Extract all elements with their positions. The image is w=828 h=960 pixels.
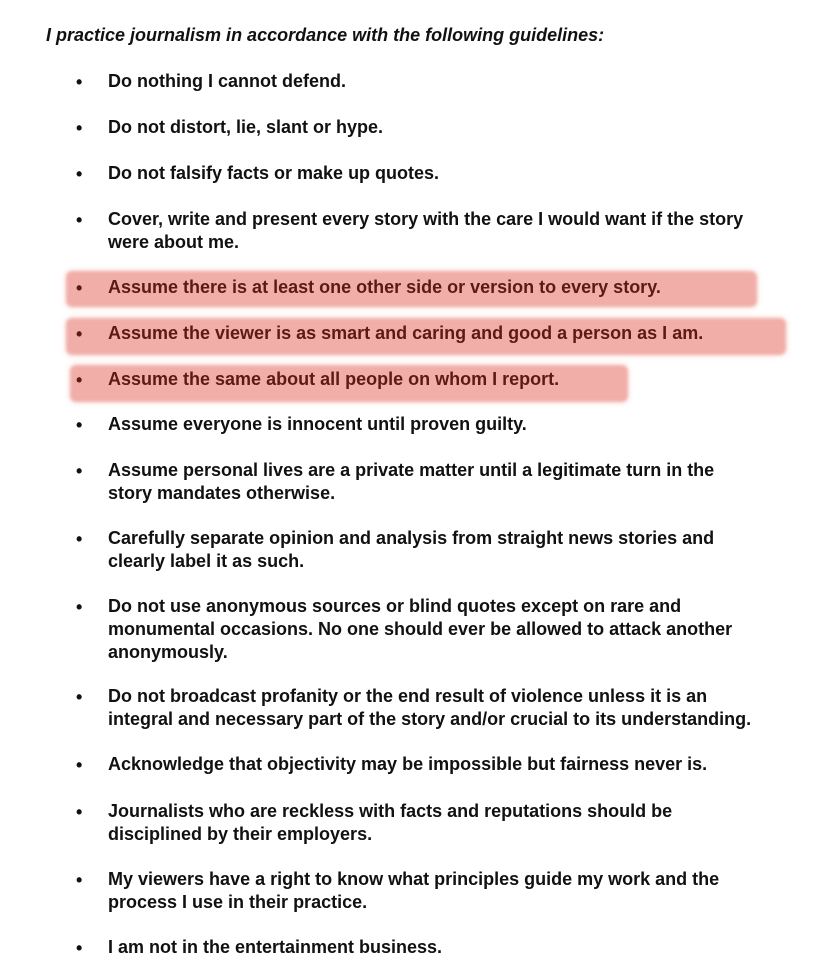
page-heading: I practice journalism in accordance with the following guidelines: [46,25,605,45]
list-item-line: Do not distort, lie, slant or hype. [108,117,384,137]
list-item-line: Journalists who are reckless with facts and reputations should be [108,801,673,821]
list-item-text [108,208,808,254]
list-item-line: Do nothing I cannot defend. [108,71,346,91]
list-item-line: story mandates otherwise. [108,483,336,503]
list-item-text [108,322,808,345]
bullet-icon: • [76,597,83,617]
list-item-text [108,800,808,846]
list-item-text [108,162,808,185]
bullet-icon: • [76,870,83,890]
bullet-icon: • [76,164,83,184]
bullet-icon: • [76,118,83,138]
bullet-icon: • [76,370,83,390]
list-item-text [108,70,808,93]
list-item-text [108,116,808,139]
bullet-icon: • [76,529,83,549]
bullet-icon: • [76,687,83,707]
bullet-icon: • [76,324,83,344]
list-item-line: Do not broadcast profanity or the end result of violence unless it is an [108,686,708,706]
list-item-line: Assume everyone is innocent until proven guilty. [108,414,527,434]
list-item-line: integral and necessary part of the story and/or crucial to its understanding. [108,709,752,729]
list-item-text [108,276,808,299]
list-item-line: Assume personal lives are a private matter until a legitimate turn in the [108,460,715,480]
list-item-text [108,868,808,914]
list-item-line: My viewers have a right to know what principles guide my work and the [108,869,720,889]
list-item-line: Assume there is at least one other side or version to every story. [108,277,661,297]
list-item-line: monumental occasions. No one should ever be allowed to attack another [108,619,733,639]
bullet-icon: • [76,802,83,822]
bullet-icon: • [76,755,83,775]
list-item-text [108,413,808,436]
list-item-text [108,685,808,731]
list-item-line: Assume the same about all people on whom I report. [108,369,560,389]
list-item-line: were about me. [108,232,240,252]
list-item-text [108,459,808,505]
list-item-line: anonymously. [108,642,228,662]
bullet-icon: • [76,210,83,230]
list-item-line: Acknowledge that objectivity may be impossible but fairness never is. [108,754,708,774]
bullet-icon: • [76,938,83,958]
list-item-line: process I use in their practice. [108,892,368,912]
list-item-line: Assume the viewer is as smart and caring and good a person as I am. [108,323,704,343]
bullet-icon: • [76,461,83,481]
list-item-text [108,936,808,959]
list-item-line: disciplined by their employers. [108,824,373,844]
list-item-line: Do not falsify facts or make up quotes. [108,163,440,183]
list-item-line: I am not in the entertainment business. [108,937,443,957]
list-item-line: Cover, write and present every story with the care I would want if the story [108,209,744,229]
bullet-icon: • [76,72,83,92]
bullet-icon: • [76,415,83,435]
list-item-text [108,368,808,391]
list-item-text [108,595,808,664]
list-item-line: Carefully separate opinion and analysis from straight news stories and [108,528,715,548]
list-item-line: Do not use anonymous sources or blind quotes except on rare and [108,596,682,616]
list-item-text [108,527,808,573]
list-item-line: clearly label it as such. [108,551,305,571]
list-item-text [108,753,808,776]
bullet-icon: • [76,278,83,298]
